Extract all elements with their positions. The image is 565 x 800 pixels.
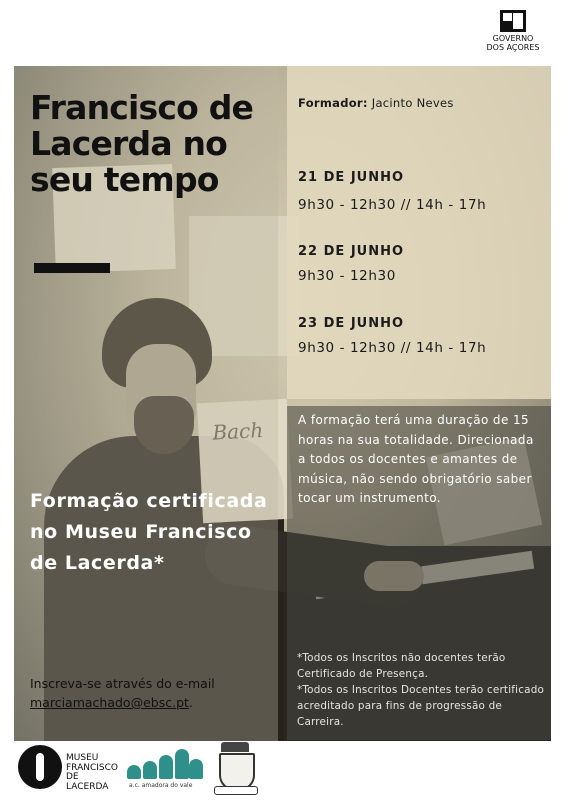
signup-suffix: . <box>188 695 193 710</box>
museu-line3: DE LACERDA <box>66 772 109 792</box>
bach-score-text: Bach <box>211 418 264 445</box>
tree-icon <box>175 749 189 779</box>
crest-ribbon <box>214 786 258 795</box>
signup-email-link[interactable]: marciamachado@ebsc.pt <box>30 695 189 710</box>
amadora-logo-text: a.c. amadora do vale <box>129 782 193 789</box>
tree-icon <box>127 765 141 779</box>
museu-line1: MUSEU <box>66 753 99 763</box>
trainer-label: Formador: <box>298 96 368 110</box>
schedule-day-3: 23 DE JUNHO <box>298 316 405 331</box>
trainer-line <box>298 96 454 110</box>
museu-icon <box>18 745 62 789</box>
title-underline-bar <box>34 263 110 273</box>
tree-icon <box>159 755 173 779</box>
schedule-day-1: 21 DE JUNHO <box>298 170 405 185</box>
azores-flag-icon <box>500 10 526 32</box>
poster-title: Francisco de Lacerda no seu tempo <box>30 88 254 199</box>
schedule-time-1: 9h30 - 12h30 // 14h - 17h <box>298 197 487 213</box>
museu-logo-text <box>66 754 118 792</box>
schedule-time-3: 9h30 - 12h30 // 14h - 17h <box>298 340 487 356</box>
signup-block <box>30 674 275 712</box>
course-description: A formação terá uma duração de 15 horas na sua totalidade. Direcionada a todos os docentes e amantes de música, não sendo obrigatório saber tocar um instrumento. <box>298 413 534 505</box>
amadora-logo <box>125 745 205 791</box>
footnote-nondocentes: *Todos os Inscritos não docentes terão Certificado de Presença. <box>297 652 506 680</box>
governo-line2: DOS AÇORES <box>486 43 540 52</box>
crown-icon <box>221 742 249 752</box>
schedule-day-2: 22 DE JUNHO <box>298 244 405 259</box>
governo-acores-logo <box>478 10 548 60</box>
signup-text: Inscreva-se através do e-mail <box>30 676 215 691</box>
certification-heading: Formação certificada no Museu Francisco de Lacerda* <box>30 490 268 574</box>
footnotes <box>297 650 549 730</box>
footnote-docentes: *Todos os Inscritos Docentes terão certificado acreditado para fins de progressão de Carreira. <box>297 684 545 728</box>
tree-icon <box>189 759 203 779</box>
schedule-time-2: 9h30 - 12h30 <box>298 268 396 284</box>
museu-line2: FRANCISCO <box>66 762 118 773</box>
trainer-name: Jacinto Neves <box>367 96 454 110</box>
museu-logo <box>18 745 118 791</box>
tree-icon <box>143 761 157 779</box>
municipal-crest-logo <box>212 742 258 794</box>
governo-line1: GOVERNO <box>492 34 534 43</box>
